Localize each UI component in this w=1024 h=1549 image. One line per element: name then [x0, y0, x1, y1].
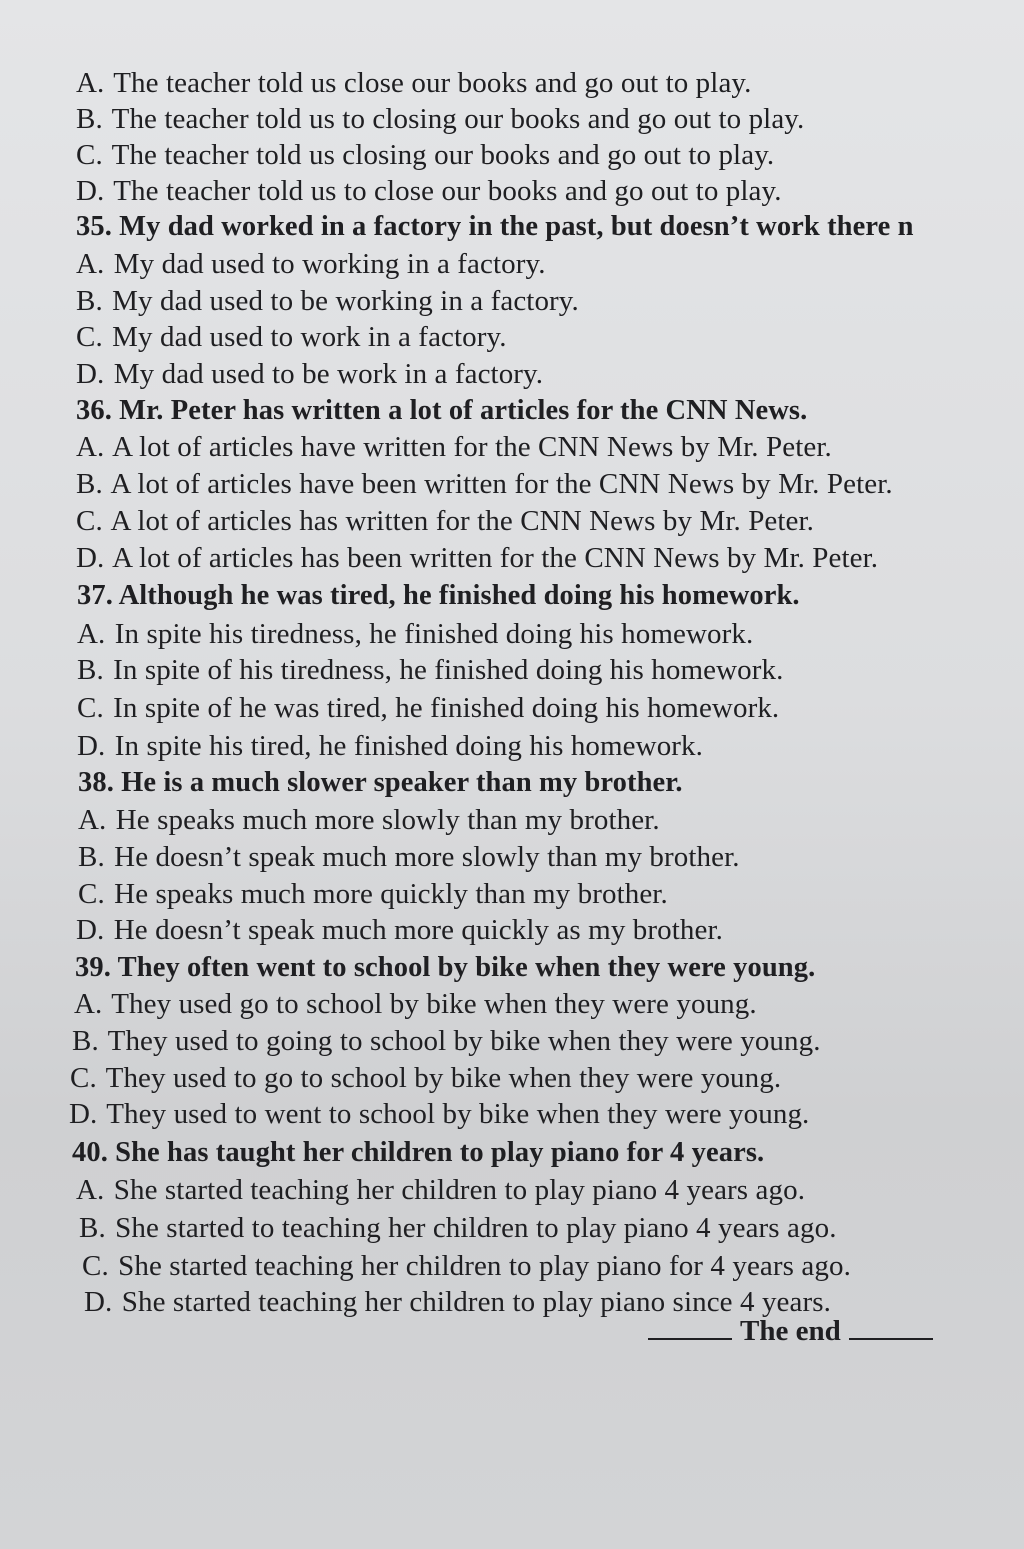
option-40-a: A. She started teaching her children to play piano 4 years ago.: [76, 1174, 806, 1206]
footer-rule-right: [849, 1312, 933, 1340]
the-end-footer: [648, 1312, 933, 1348]
question-40-stem: 40. She has taught her children to play piano for 4 years.: [72, 1137, 765, 1168]
option-38-c: C. He speaks much more quickly than my brother.: [78, 878, 668, 910]
option-35-d: D. My dad used to be work in a factory.: [76, 358, 544, 390]
option-37-a: A. In spite his tiredness, he finished doing his homework.: [77, 618, 754, 650]
option-36-a: A. A lot of articles have written for the CNN News by Mr. Peter.: [76, 431, 832, 463]
option-38-a: A. He speaks much more slowly than my brother.: [78, 804, 660, 836]
question-36-stem: 36. Mr. Peter has written a lot of articles for the CNN News.: [76, 395, 808, 426]
option-39-b: B. They used to going to school by bike when they were young.: [72, 1025, 821, 1057]
option-40-b: B. She started to teaching her children to play piano 4 years ago.: [79, 1212, 837, 1244]
option-37-b: B. In spite of his tiredness, he finished doing his homework.: [77, 654, 784, 686]
option-prev-c: C. The teacher told us closing our books and go out to play.: [76, 139, 775, 171]
option-39-c: C. They used to go to school by bike when they were young.: [70, 1062, 782, 1094]
question-38-stem: 38. He is a much slower speaker than my brother.: [78, 767, 683, 798]
option-prev-a: A. The teacher told us close our books and go out to play.: [76, 67, 752, 99]
option-prev-b: B. The teacher told us to closing our books and go out to play.: [76, 103, 805, 135]
question-39-stem: 39. They often went to school by bike when they were young.: [75, 952, 816, 983]
option-39-a: A. They used go to school by bike when they were young.: [74, 988, 757, 1020]
option-prev-d: D. The teacher told us to close our books and go out to play.: [76, 175, 782, 207]
footer-rule-left: [648, 1312, 732, 1340]
option-35-b: B. My dad used to be working in a factory.: [76, 285, 579, 317]
the-end-label: The end: [740, 1315, 841, 1347]
option-39-d: D. They used to went to school by bike when they were young.: [69, 1098, 810, 1130]
option-40-d: D. She started teaching her children to play piano since 4 years.: [84, 1286, 831, 1318]
option-36-b: B. A lot of articles have been written for the CNN News by Mr. Peter.: [76, 468, 893, 500]
option-38-b: B. He doesn’t speak much more slowly than my brother.: [78, 841, 740, 873]
option-35-c: C. My dad used to work in a factory.: [76, 321, 507, 353]
option-37-c: C. In spite of he was tired, he finished doing his homework.: [77, 692, 780, 724]
question-35-stem: 35. My dad worked in a factory in the past, but doesn’t work there n: [76, 211, 914, 242]
option-36-d: D. A lot of articles has been written for the CNN News by Mr. Peter.: [76, 542, 879, 574]
option-40-c: C. She started teaching her children to play piano for 4 years ago.: [82, 1250, 851, 1282]
option-35-a: A. My dad used to working in a factory.: [76, 248, 546, 280]
question-37-stem: 37. Although he was tired, he finished doing his homework.: [77, 580, 800, 611]
option-36-c: C. A lot of articles has written for the CNN News by Mr. Peter.: [76, 505, 815, 537]
option-38-d: D. He doesn’t speak much more quickly as my brother.: [76, 914, 723, 946]
option-37-d: D. In spite his tired, he finished doing his homework.: [77, 730, 704, 762]
